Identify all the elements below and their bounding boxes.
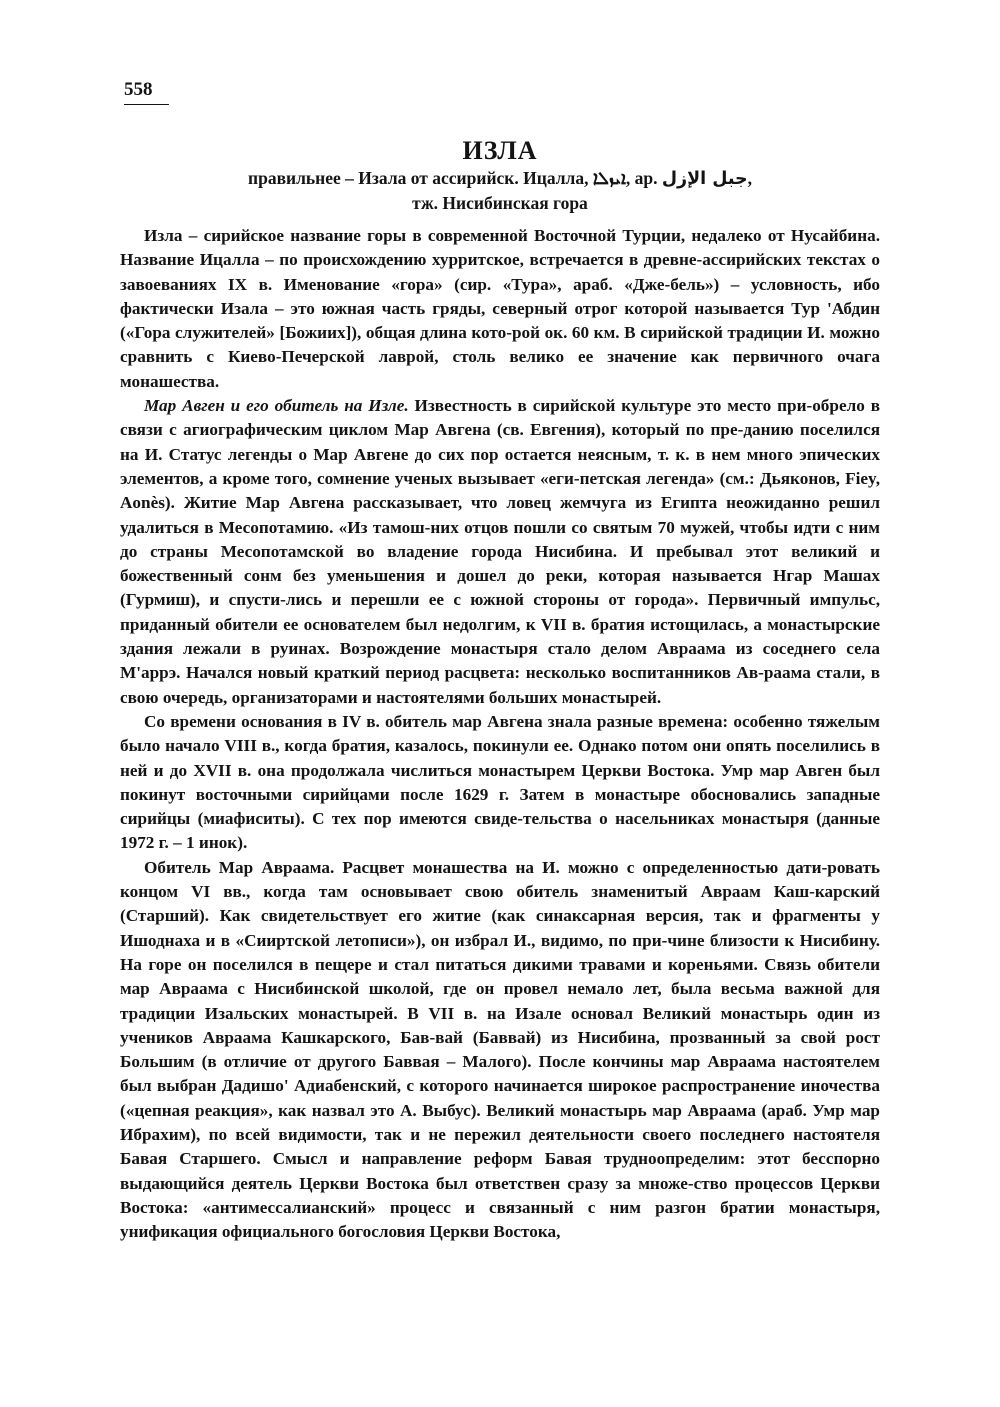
paragraph-text: Известность в сирийской культуре это место при-обрело в связи с агиографическим циклом Мар Авгена (св. Евгения), который по пре-данию поселился на И. Статус легенды о Мар Авгене до сих пор остается неясным, т. к. в нем много эпических элементов, а кроме того, сомнение ученых вызывает «еги-петская легенда» (см.: Дьяконов, Fiey, Aonès). Житие Мар Авгена рассказывает, что ловец жемчуга из Египта неожиданно решил удалиться в Месопотамию. «Из тамош-них отцов пошли со святым 70 мужей, чтобы идти с ним до страны Месопотамской во владение города Нисибина. И пребывал этот великий и божественный сонм без уменьшения и дошел до реки, которая называется Нгар Машах (Гурмиш), и спусти-лись и перешли ее с южной стороны от города». Первичный импульс, приданный обители ее основателем был недолгим, к VII в. братия истощилась, а монастырские здания лежали в руинах. Возрождение монастыря стало делом Авраама из соседнего села М'аррэ. Начался новый краткий период расцвета: несколько воспитанников Ав-раама стали, в свою очередь, организаторами и настоятелями больших монастырей. [120,396,880,707]
subtitle-text-3: , [747,168,752,188]
arabic-name: جبل الإزل [661,169,748,189]
paragraph-mar-avgen [120,394,880,710]
article-body [120,224,880,1244]
article-title: ИЗЛА [462,136,538,165]
paragraph-text: Обитель Мар Авраама. Расцвет монашества на И. можно с определенностью дати-ровать концом VI вв., когда там основывает свою обитель знаменитый Авраам Каш-карский (Старший). Как свидетельствует его житие (как синаксарная версия, так и фрагменты у Ишоднаха и в «Сииртской летописи»), он избрал И., видимо, по при-чине близости к Нисибину. На горе он поселился в пещере и стал питаться дикими травами и кореньями. Связь обители мар Авраама с Нисибинской школой, где он провел немало лет, была весьма важной для традиции Изальских монастырей. В VII в. на Изале основал Великий монастырь один из учеников Авраама Кашкарского, Бав-вай (Баввай) из Нисибина, прозванный за свой рост Большим (в отличие от другого Баввая – Малого). После кончины мар Авраама настоятелем был выбран Дадишо' Адиабенский, с которого начинается широкое распространение иночества («цепная реакция», как назвал это А. Выбус). Великий монастырь мар Авраама (араб. Умр мар Ибрахим), по всей видимости, так и не пережил деятельности своего последнего настоятеля Бавая Старшего. Смысл и направление реформ Бавая трудноопределим: этот бесспорно выдающийся деятель Церкви Востока был ответствен сразу за множе-ство процессов Церкви Востока: «антимессалианский» процесс и связанный с ним разгон братии монастыря, унификация официального богословия Церкви Востока, [120,857,880,1242]
page-number: 558 [124,80,169,105]
section-heading: Мар Авген и его обитель на Изле. [144,396,409,416]
paragraph-text: Изла – сирийское название горы в современной Восточной Турции, недалеко от Нусайбина. Название Ицалла – по происхождению хурритское, встречается в древне-ассирийских текстах о завоеваниях IX в. Именование «гора» (сир. «Тура», араб. «Дже-бель») – условность, ибо фактически Изала – это южная часть гряды, северный отрог которой называется Тур 'Абдин («Гора служителей» [Божиих]), общая длина кото-рой ок. 60 км. В сирийской традиции И. можно сравнить с Киево-Печерской лаврой, столь велико ее значение как первичного очага монашества. [120,226,880,391]
article-subtitle-line-2: тж. Нисибинская гора [412,193,588,213]
paragraph-mar-avraam [120,856,880,1245]
syriac-name: ܐܝܙܠܐ [592,169,626,189]
article-header [120,136,880,215]
article-subtitle [120,166,880,191]
subtitle-text-2: , ар. [625,168,662,188]
paragraph-history [120,710,880,856]
subtitle-text-1: правильнее – Изала от ассирийск. Ицалла, [248,168,593,188]
paragraph-text: Со времени основания в IV в. обитель мар Авгена знала разные времена: особенно тяжелым было начало VIII в., когда братия, казалось, покинули ее. Однако потом они опять поселились в ней и до XVII в. она продолжала числиться монастырем Церкви Востока. Умр мар Авген был покинут восточными сирийцами после 1629 г. Затем в монастыре обосновались западные сирийцы (миафиситы). С тех пор имеются свиде-тельства о насельниках монастыря (данные 1972 г. – 1 инок). [120,711,880,853]
paragraph-intro [120,224,880,394]
